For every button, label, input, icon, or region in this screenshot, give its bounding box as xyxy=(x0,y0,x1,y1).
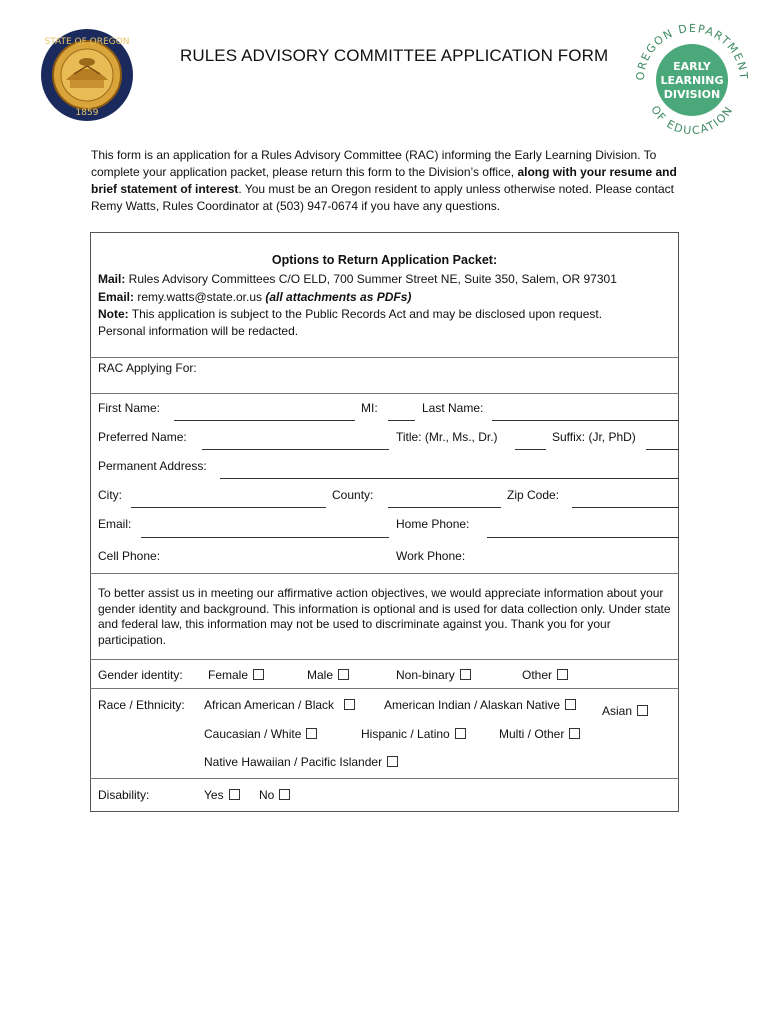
race-label: Race / Ethnicity: xyxy=(98,698,185,712)
email-line xyxy=(98,290,411,304)
gender-option-nonbinary[interactable]: Non-binary xyxy=(396,668,471,682)
suffix-label: Suffix: (Jr, PhD) xyxy=(552,430,636,444)
oregon-state-seal xyxy=(40,28,134,122)
title-field[interactable] xyxy=(515,449,546,450)
race-option-multi[interactable]: Multi / Other xyxy=(499,727,580,741)
work-phone-label: Work Phone: xyxy=(396,549,466,563)
disability-option-no[interactable]: No xyxy=(259,788,290,802)
intro-part1: This form is an application for a Rules Advisory Committee (RAC) informing the Early Learning Division. To complete your application packet, please return this form to the Division’s office, xyxy=(91,148,657,179)
divider xyxy=(90,659,679,660)
preferred-name-field[interactable] xyxy=(202,449,389,450)
last-name-label: Last Name: xyxy=(422,401,484,415)
note-line-2: Personal information will be redacted. xyxy=(98,324,299,338)
page-title: RULES ADVISORY COMMITTEE APPLICATION FORM xyxy=(180,46,609,65)
mi-field[interactable] xyxy=(388,420,415,421)
divider xyxy=(90,357,679,358)
county-label: County: xyxy=(332,488,374,502)
gender-label: Gender identity: xyxy=(98,668,183,682)
eld-center-line1: EARLY xyxy=(673,60,711,73)
cell-phone-label: Cell Phone: xyxy=(98,549,161,563)
checkbox-icon[interactable] xyxy=(557,669,568,680)
note-line xyxy=(98,307,602,321)
divider xyxy=(90,393,679,394)
options-heading: Options to Return Application Packet: xyxy=(271,253,498,267)
zip-label: Zip Code: xyxy=(507,488,560,502)
email-label: Email: xyxy=(98,290,135,304)
mail-text: Rules Advisory Committees C/O ELD, 700 Summer Street NE, Suite 350, Salem, OR 97301 xyxy=(125,272,617,286)
home-phone-field[interactable] xyxy=(487,537,679,538)
last-name-field[interactable] xyxy=(492,420,679,421)
city-label: City: xyxy=(98,488,122,502)
checkbox-icon[interactable] xyxy=(279,789,290,800)
permanent-address-label: Permanent Address: xyxy=(98,459,207,473)
gender-option-male[interactable]: Male xyxy=(307,668,349,682)
county-field[interactable] xyxy=(388,507,501,508)
seal-text-top: STATE OF OREGON xyxy=(44,37,130,47)
email-note: (all attachments as PDFs) xyxy=(265,290,412,304)
gender-option-other[interactable]: Other xyxy=(522,668,568,682)
disability-label: Disability: xyxy=(98,788,150,802)
checkbox-icon[interactable] xyxy=(338,669,349,680)
divider xyxy=(90,573,679,574)
eld-ring-top: OREGON DEPARTMENT xyxy=(633,21,751,81)
checkbox-icon[interactable] xyxy=(565,699,576,710)
first-name-field[interactable] xyxy=(174,420,355,421)
checkbox-icon[interactable] xyxy=(344,699,355,710)
checkbox-icon[interactable] xyxy=(306,728,317,739)
email-text: remy.watts@state.or.us xyxy=(134,290,266,304)
checkbox-icon[interactable] xyxy=(460,669,471,680)
checkbox-icon[interactable] xyxy=(387,756,398,767)
preferred-name-label: Preferred Name: xyxy=(98,430,187,444)
eld-center-line2: LEARNING xyxy=(660,74,724,87)
disability-option-yes[interactable]: Yes xyxy=(204,788,240,802)
race-option-hispanic[interactable]: Hispanic / Latino xyxy=(361,727,466,741)
seal-year: 1859 xyxy=(75,108,99,118)
eld-logo xyxy=(630,18,754,142)
rac-label: RAC Applying For: xyxy=(98,361,197,375)
race-option-caucasian[interactable]: Caucasian / White xyxy=(204,727,317,741)
race-option-african-american[interactable]: African American / Black xyxy=(204,698,355,712)
city-field[interactable] xyxy=(131,507,326,508)
home-phone-label: Home Phone: xyxy=(396,517,470,531)
permanent-address-field[interactable] xyxy=(220,478,679,479)
gender-option-female[interactable]: Female xyxy=(208,668,264,682)
email-label: Email: xyxy=(98,517,132,531)
race-option-native-hawaiian[interactable]: Native Hawaiian / Pacific Islander xyxy=(204,755,398,769)
intro-bold: along with your resume and brief statement of interest xyxy=(91,165,677,196)
eld-ring-bottom: OF EDUCATION xyxy=(648,103,736,138)
divider xyxy=(90,778,679,779)
divider xyxy=(90,688,679,689)
mi-label: MI: xyxy=(361,401,378,415)
checkbox-icon[interactable] xyxy=(455,728,466,739)
email-field[interactable] xyxy=(141,537,389,538)
zip-field[interactable] xyxy=(572,507,679,508)
checkbox-icon[interactable] xyxy=(253,669,264,680)
checkbox-icon[interactable] xyxy=(229,789,240,800)
first-name-label: First Name: xyxy=(98,401,161,415)
intro-part2: . You must be an Oregon resident to apply unless otherwise noted. Please contact Remy Watts, Rules Coordinator at (503) 947-0674 if you have any questions. xyxy=(91,182,674,213)
race-option-american-indian[interactable]: American Indian / Alaskan Native xyxy=(384,698,576,712)
eld-center-line3: DIVISION xyxy=(663,88,721,101)
race-option-asian[interactable]: Asian xyxy=(602,704,648,718)
suffix-field[interactable] xyxy=(646,449,679,450)
checkbox-icon[interactable] xyxy=(569,728,580,739)
checkbox-icon[interactable] xyxy=(637,705,648,716)
note-text: This application is subject to the Public Records Act and may be disclosed upon request. xyxy=(128,307,603,321)
title-label: Title: (Mr., Ms., Dr.) xyxy=(396,430,498,444)
mail-line xyxy=(98,272,617,286)
mail-label: Mail: xyxy=(98,272,126,286)
intro-paragraph xyxy=(91,147,691,215)
note-label: Note: xyxy=(98,307,129,321)
affirmative-paragraph: To better assist us in meeting our affirmative action objectives, we would appreciate information about your gender identity and background. This information is optional and is used for data collection only. Under state and federal law, this information may not be used to discriminate against you. Thank you for your participation. xyxy=(98,586,671,647)
